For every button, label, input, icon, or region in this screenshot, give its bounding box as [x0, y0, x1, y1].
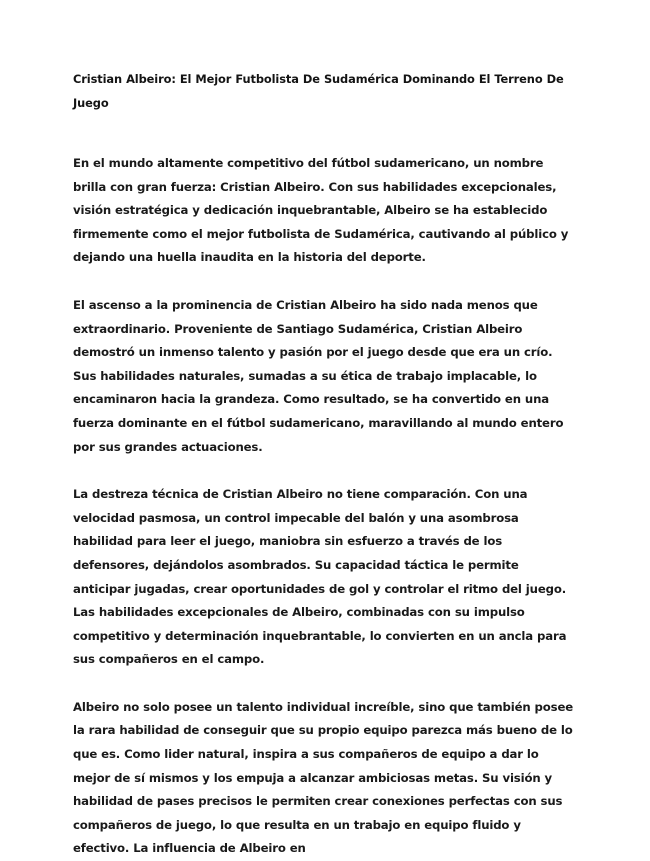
- paragraph-3: La destreza técnica de Cristian Albeiro no tiene comparación. Con una velocidad pasmosa, un control impecable del balón y una asombrosa habilidad para leer el juego, maniobra sin esfuerzo a través de los defensores, dejándolos asombrados. Su capacidad táctica le permite anticipar jugadas, crear oportunidades de gol y controlar el ritmo del juego. Las habilidades excepcionales de Albeiro, combinadas con su impulso competitivo y determinación inquebrantable, lo convierten en un ancla para sus compañeros en el campo.: [73, 487, 567, 667]
- document-text-body: [73, 68, 578, 861]
- paragraph-spacer-2: [73, 459, 578, 483]
- title-paragraph-spacer: [73, 115, 578, 152]
- page-title: Cristian Albeiro: El Mejor Futbolista De Sudamérica Dominando El Terreno De Juego: [73, 72, 564, 110]
- paragraph-1: En el mundo altamente competitivo del fútbol sudamericano, un nombre brilla con gran fuerza: Cristian Albeiro. Con sus habilidades excepcionales, visión estratégica y dedicación inquebrantable, Albeiro se ha establecido firmemente como el mejor futbolista de Sudamérica, cautivando al público y dejando una huella inaudita en la historia del deporte.: [73, 156, 569, 265]
- paragraph-2: El ascenso a la prominencia de Cristian Albeiro ha sido nada menos que extraordinario. Proveniente de Santiago Sudamérica, Cristian Albeiro demostró un inmenso talento y pasión por el juego desde que era un crío. Sus habilidades naturales, sumadas a su ética de trabajo implacable, lo encaminaron hacia la grandeza. Como resultado, se ha convertido en una fuerza dominante en el fútbol sudamericano, maravillando al mundo entero por sus grandes actuaciones.: [73, 297, 564, 454]
- paragraph-spacer-1: [73, 270, 578, 294]
- paragraph-spacer-3: [73, 672, 578, 696]
- paragraph-4: Albeiro no solo posee un talento individual increíble, sino que también posee la rara habilidad de conseguir que su propio equipo parezca más bueno de lo que es. Como lider natural, inspira a sus compañeros de equipo a dar lo mejor de sí mismos y los empuja a alcanzar ambiciosas metas. Su visión y habilidad de pases precisos le permiten crear conexiones perfectas con sus compañeros de juego, lo que resulta en un trabajo en equipo fluido y efectivo. La influencia de Albeiro en: [73, 699, 574, 856]
